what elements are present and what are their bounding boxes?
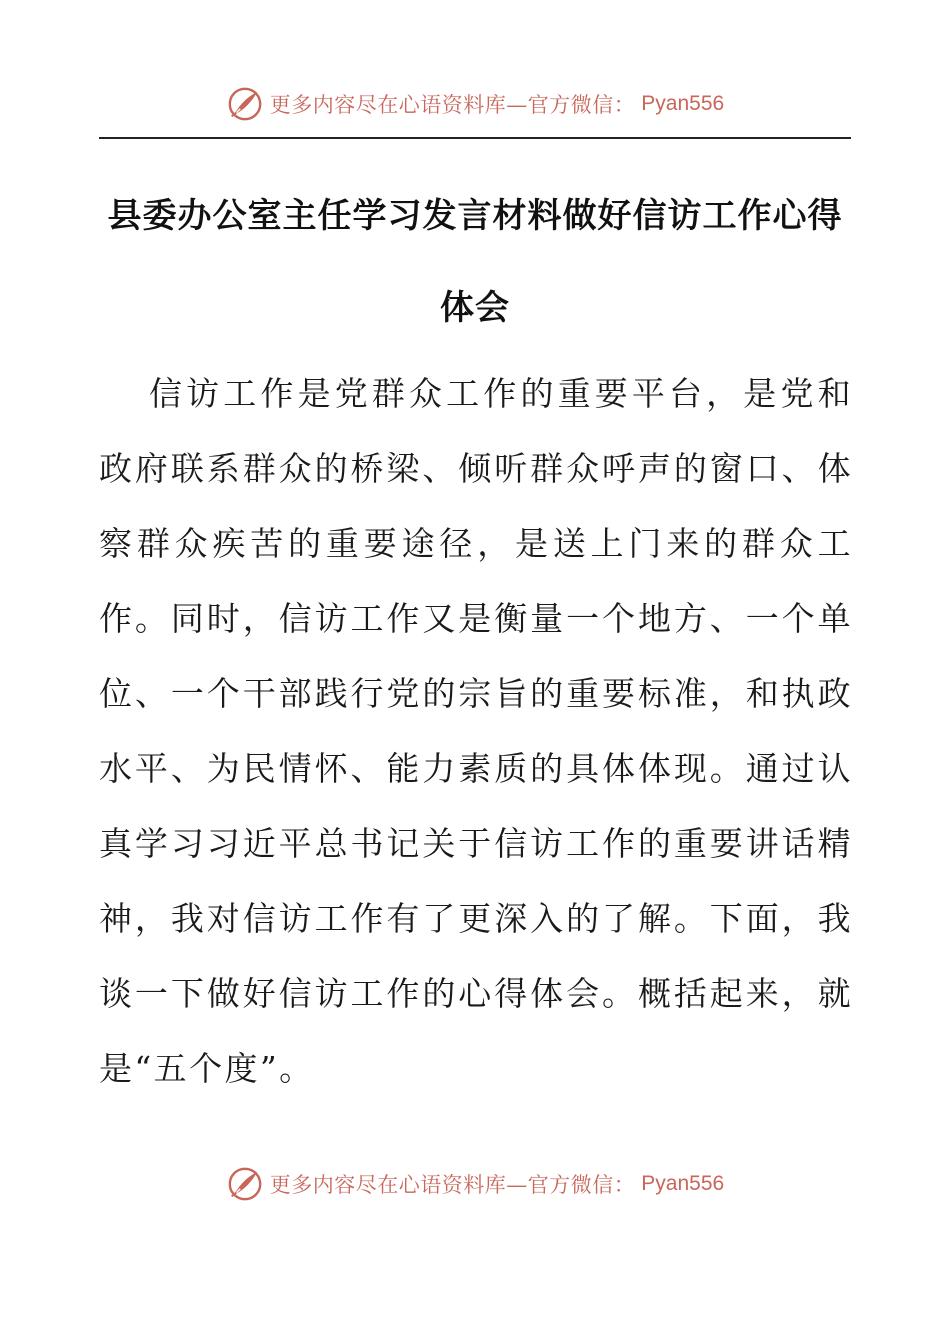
footer-watermark xyxy=(0,1162,950,1206)
header-watermark-id: Pyan556 xyxy=(641,92,725,115)
header-watermark-text: 更多内容尽在心语资料库—官方微信： xyxy=(269,93,636,117)
body-paragraph: 信访工作是党群众工作的重要平台，是党和政府联系群众的桥梁、倾听群众呼声的窗口、体察群众疾苦的重要途径，是送上门来的群众工作。同时，信访工作又是衡量一个地方、一个单位、一个干部践行党的宗旨的重要标准，和执政水平、为民情怀、能力素质的具体体现。通过认真学习习近平总书记关于信访工作的重要讲话精神，我对信访工作有了更深入的了解。下面，我谈一下做好信访工作的心得体会。概括起来，就是“五个度”。 xyxy=(99,374,853,1088)
footer-watermark-text: 更多内容尽在心语资料库—官方微信： xyxy=(269,1173,636,1197)
footer-watermark-id: Pyan556 xyxy=(641,1172,725,1195)
quill-pen-logo-icon xyxy=(226,1165,264,1203)
quill-pen-logo-icon xyxy=(226,85,264,123)
document-title: 县委办公室主任学习发言材料做好信访工作心得体会 xyxy=(107,196,843,328)
header-watermark xyxy=(0,82,950,126)
header-divider xyxy=(99,137,851,139)
